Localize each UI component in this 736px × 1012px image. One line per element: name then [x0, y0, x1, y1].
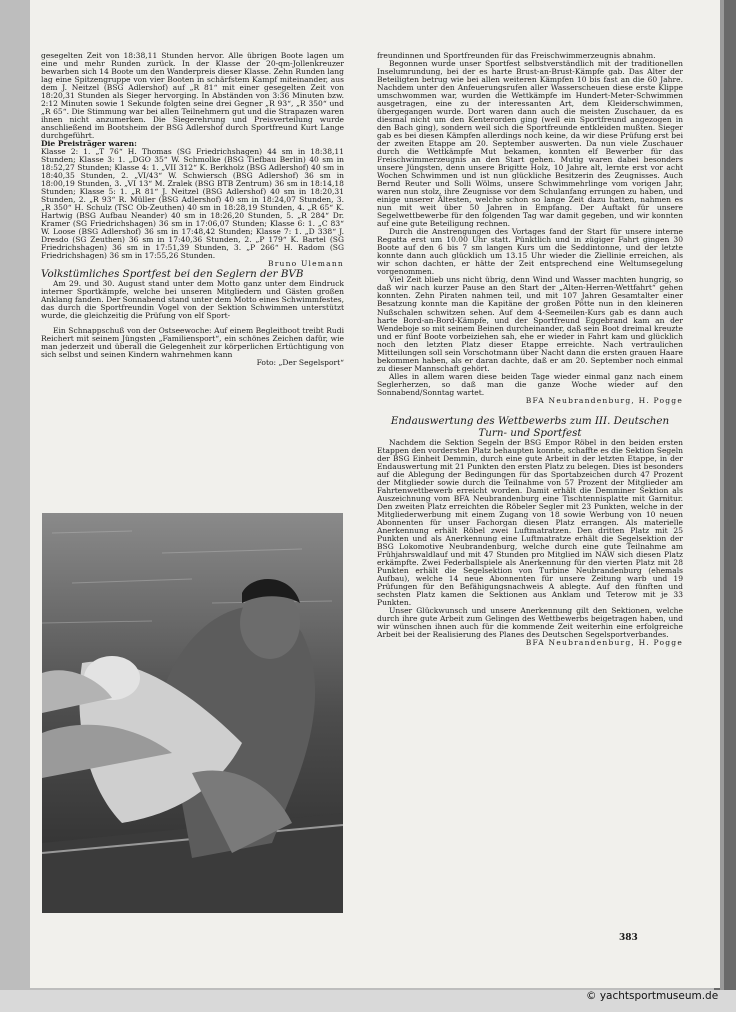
article-paragraph: Am 29. und 30. August stand unter dem Motto ganz unter dem Eindruck interner Sportkämpfe, welche bei unseren Mitgliedern und Gästen großen Anklang fanden. Der Sonnabend stand unter dem Motto eines Schwimmfestes, das durch die Sportfreundin Vogel von der Sektion Schwimmen unterstützt wurde, die gleichzeitig die Prüfung von elf Sport- [41, 279, 344, 321]
magazine-page [30, 0, 720, 988]
article-paragraph: freundinnen und Sportfreunden für das Freischwimmerzeugnis abnahm. [377, 51, 656, 60]
winners-list: Klasse 2: 1. „T 76“ H. Thomas (SG Friedrichshagen) 44 sm in 18:38,11 Stunden; Klasse 3: 1. „DGO 35“ W. Schmolke (BSG Tiefbau Berlin) 40 sm in 18:52,27 Stunden; Klasse 4: 1. „VII 312“ K. Berkholz (BSG Adlershof) 40 sm in 18:40,35 Stunden, 2. „VI/43“ W. Schwiersch (BSG Adlershof) 36 sm in 18:00,19 Stunden, 3. „VI 13“ M. Zralek (BSG BTB Zentrum) 36 sm in 18:14,18 Stunden; Klasse 5: 1. „R 81“ J. Neitzel (BSG Adlershof) 40 sm in 18:20,31 Stunden, 2. „R 93“ R. Müller (BSG Adlershof) 40 sm in 18:24,07 Stunden, 3. „R 350“ H. Schulz (TSC Ob-Zeuthen) 40 sm in 18:28,19 Stunden, 4. „R 65“ K. Hartwig (BSG Aufbau Neander) 40 sm in 18:26,20 Stunden, 5. „R 284“ Dr. Kramer (SG Friedrichshagen) 36 sm in 17:06,07 Stunden; Klasse 6: 1. „C 83“ W. Loose (BSG Adlershof) 36 sm in 17:48,42 Stunden; Klasse 7: 1. „D 338“ J. Dresdo (SG Zeuthen) 36 sm in 17:40,36 Stunden, 2. „P 179“ K. Bartel (SG Friedrichshagen) 36 sm in 17:51,39 Stunden, 3. „P 266“ H. Radom (SG Friedrichshagen) 36 sm in 17:55,26 Stunden. [41, 147, 344, 261]
page-number: 383 [619, 933, 638, 943]
photo-caption: Ein Schnappschuß von der Ostseewoche: Auf einem Begleitboot treibt Rudi Reichert mit seinem Jüngsten „Familiensport“, ein schönes Zeichen dafür, wie man jederzeit und überall die Gelegenheit zur körperlichen Ertüchtigung von sich selbst und seinen Kindern wahrnehmen kann [41, 325, 344, 359]
right-column [377, 52, 683, 647]
article-heading: Volkstümliches Sportfest bei den Seglern der BVB [41, 268, 304, 281]
article-paragraph: Durch die Anstrengungen des Vortages fand der Start für unsere interne Regatta erst um 10.00 Uhr statt. Pünktlich und in zügiger Fahrt gingen 30 Boote auf den 6 bis 7 sm langen Kurs um die Seddintonne, und der letzte konnte dann auch glücklich um 13.15 Uhr wieder die Ziellinie erreichen, als wir schon dachten, er hätte der Zeit entsprechend eine Weltumsegelung vorgenommen. [377, 227, 683, 277]
article-paragraph: Alles in allem waren diese beiden Tage wieder einmal ganz nach einem Seglerherzen, so daß man die ganze Woche wieder auf den Sonnabend/Sonntag wartet. [377, 371, 683, 397]
photo-father-child-on-boat [42, 513, 343, 913]
author-signature: BFA Neubrandenburg, H. Pogge [525, 638, 683, 648]
watermark-text: © yachtsportmuseum.de [586, 990, 719, 1002]
author-signature: BFA Neubrandenburg, H. Pogge [525, 395, 683, 405]
article-heading: Endauswertung des Wettbewerbs zum III. Deutschen Turn- und Sportfest [390, 414, 670, 439]
article-paragraph: Viel Zeit blieb uns nicht übrig, denn Wind und Wasser machten hungrig, so daß wir nach kurzer Pause an den Start der „Alten-Herren-Wettfahrt“ gehen konnten. Zehn Piraten nahmen teil, und mit 107 Jahren Gesamtalter einer Besatzung konnte man die Kapitäne der großen Pötte nun in den kleineren Nußschalen schwitzen sehen. Auf dem 4-Seemeilen-Kurs gab es dann auch harte Bord-an-Bord-Kämpfe, und der Sportfreund Eggebrand kam an der Wendeboje so mit seinem Beinen durcheinander, daß sein Boot dreimal kreuzte und er fünf Boote vorbeiziehen sah, ehe er wieder in Fahrt kam und glücklich noch den letzten Platz dieser Etappe erreichte. Nach vertraulichen Mitteilungen soll sein Vorschotmann über Nacht dann die ersten grauen Haare bekommen haben, als er daran dachte, daß er am 20. September noch einmal zu dieser Mannschaft gehört. [377, 275, 683, 373]
photo-credit: Foto: „Der Segelsport“ [256, 357, 344, 367]
winners-title: Die Preisträger waren: [41, 139, 137, 149]
author-signature: Bruno Ulemann [267, 259, 344, 269]
intro-paragraph: gesegelten Zeit von 18:38,11 Stunden hervor. Alle übrigen Boote lagen um eine und mehr Runden zurück. In der Klasse der 20-qm-Jollenkreuzer bewarben sich 14 Boote um den Wanderpreis dieser Klasse. Zehn Runden lang lag eine Spitzengruppe von vier Booten in schärfstem Kampf miteinander, aus dem J. Neitzel (BSG Adlershof) auf „R 81“ mit einer gesegelten Zeit von 18:20,31 Stunden als Sieger hervorging. In Abständen von 3:36 Minuten bzw. 2:12 Minuten sowie 1 Sekunde folgten seine drei Gegner „R 93“, „R 350“ und „R 65“. Die Stimmung war bei allen Teilnehmern gut und die Strapazen waren ihnen nicht anzumerken. Die Siegerehrung und Preisverteilung wurde anschließend im Bootsheim der BSG Adlershof durch Sportfreund Kurt Lange durchgeführt. [41, 51, 344, 141]
article-paragraph: Begonnen wurde unser Sportfest selbstverständlich mit der traditionellen Inselumrundung, bei der es harte Brust-an-Brust-Kämpfe gab. Das Alter der Beteiligten betrug wie bei allen weiteren Kämpfen 10 bis fast an die 60 Jahre. Nachdem unter den Anfeuerungsrufen aller Wasserscheuen diese erste Klippe umschwommen war, wurden die Wettkämpfe im Hundert-Meter-Schwimmen ausgetragen, eine zu der interessanten Art, dem Kleiderschwimmen, übergegangen wurde. Dort waren dann auch die meisten Zuschauer, da es diesmal nicht um den Kenterorden ging (weil ein Sportfreund angezogen in den Bach ging), sondern weil sich die Sportfreunde entkleiden mußten. Sieger gab es bei diesen Kämpfen allerdings noch keine, da wir diese Prüfung erst bei der zweiten Etappe am 20. September auswerten. Da nun viele Zuschauer durch die Wettkämpfe Mut bekamen, konnten elf Bewerber für das Freischwimmerzeugnis an den Start gehen. Mutig waren dabei besonders unsere Jüngsten, denn unsere Brigitte Holz, 10 Jahre alt, lernte erst vor acht Wochen Schwimmen und ist nun glückliche Besitzerin des Zeugnisses. Auch Bernd Reuter und Solli Wölms, unsere Schwimmehrlinge vom vorigen Jahr, waren nun stolz, ihre Zeugnisse vor dem Schulanfang errungen zu haben, und einige unserer Ältesten, welche schon so lange Zeit dazu hatten, nahmen es nun mit weit über 50 Jahren in Empfang. Der Auftakt für unsere Segelwettbewerbe für den folgenden Tag war damit gegeben, und wir konnten auf eine gute Beteiligung rechnen. [377, 59, 683, 229]
article-paragraph: Unser Glückwunsch und unsere Anerkennung gilt den Sektionen, welche durch ihre gute Arbeit zum Gelingen des Wettbewerbs beigetragen haben, und wir wünschen ihnen auch für die kommende Zeit weiterhin eine erfolgreiche Arbeit bei der Realisierung des Planes des Deutschen Segelsportverbandes. [377, 606, 683, 640]
article-paragraph: Nachdem die Sektion Segeln der BSG Empor Röbel in den beiden ersten Etappen den vordersten Platz behaupten konnte, schaffte es die Sektion Segeln der BSG Einheit Demmin, durch eine gute Arbeit in der letzten Etappe, in der Endauswertung mit 21 Punkten den ersten Platz zu belegen. Dies ist besonders auf die Ablegung der Bedingungen für das Sportabzeichen durch 47 Prozent der Mitglieder sowie durch die Teilnahme von 57 Prozent der Mitglieder am Fahrtenwettbewerb erreicht worden. Damit erhält die Demminer Sektion als Auszeichnung vom BFA Neubrandenburg eine Tischtennisplatte mit Garnitur. Den zweiten Platz erreichten die Röbeler Segler mit 23 Punkten, welche in der Mitgliederwerbung mit einem Zugang von 18 sowie Werbung von 10 neuen Abonnenten für unser Fachorgan diesen Platz errangen. Als materielle Anerkennung erhält Röbel zwei Luftmatratzen. Den dritten Platz mit 25 Punkten und als Anerkennung eine Luftmatratze erhält die Segelsektion der BSG Lokomotive Neubrandenburg, welche durch eine gute Teilnahme am Frühjahrswaldlauf und mit 47 Stunden pro Mitglied im NAW sich diesen Platz erkämpfte. Zwei Federballspiele als Anerkennung für den vierten Platz mit 28 Punkten erhält die Segelsektion von Turbine Neubrandenburg (ehemals Aufbau), welche 14 neue Abonnenten für unsere Zeitung warb und 19 Prüfungen für den Befähigungsnachweis A ablegte. Auf den fünften und sechsten Platz kamen die Sektionen aus Anklam und Teterow mit je 33 Punkten. [377, 437, 683, 607]
left-column [41, 52, 344, 367]
